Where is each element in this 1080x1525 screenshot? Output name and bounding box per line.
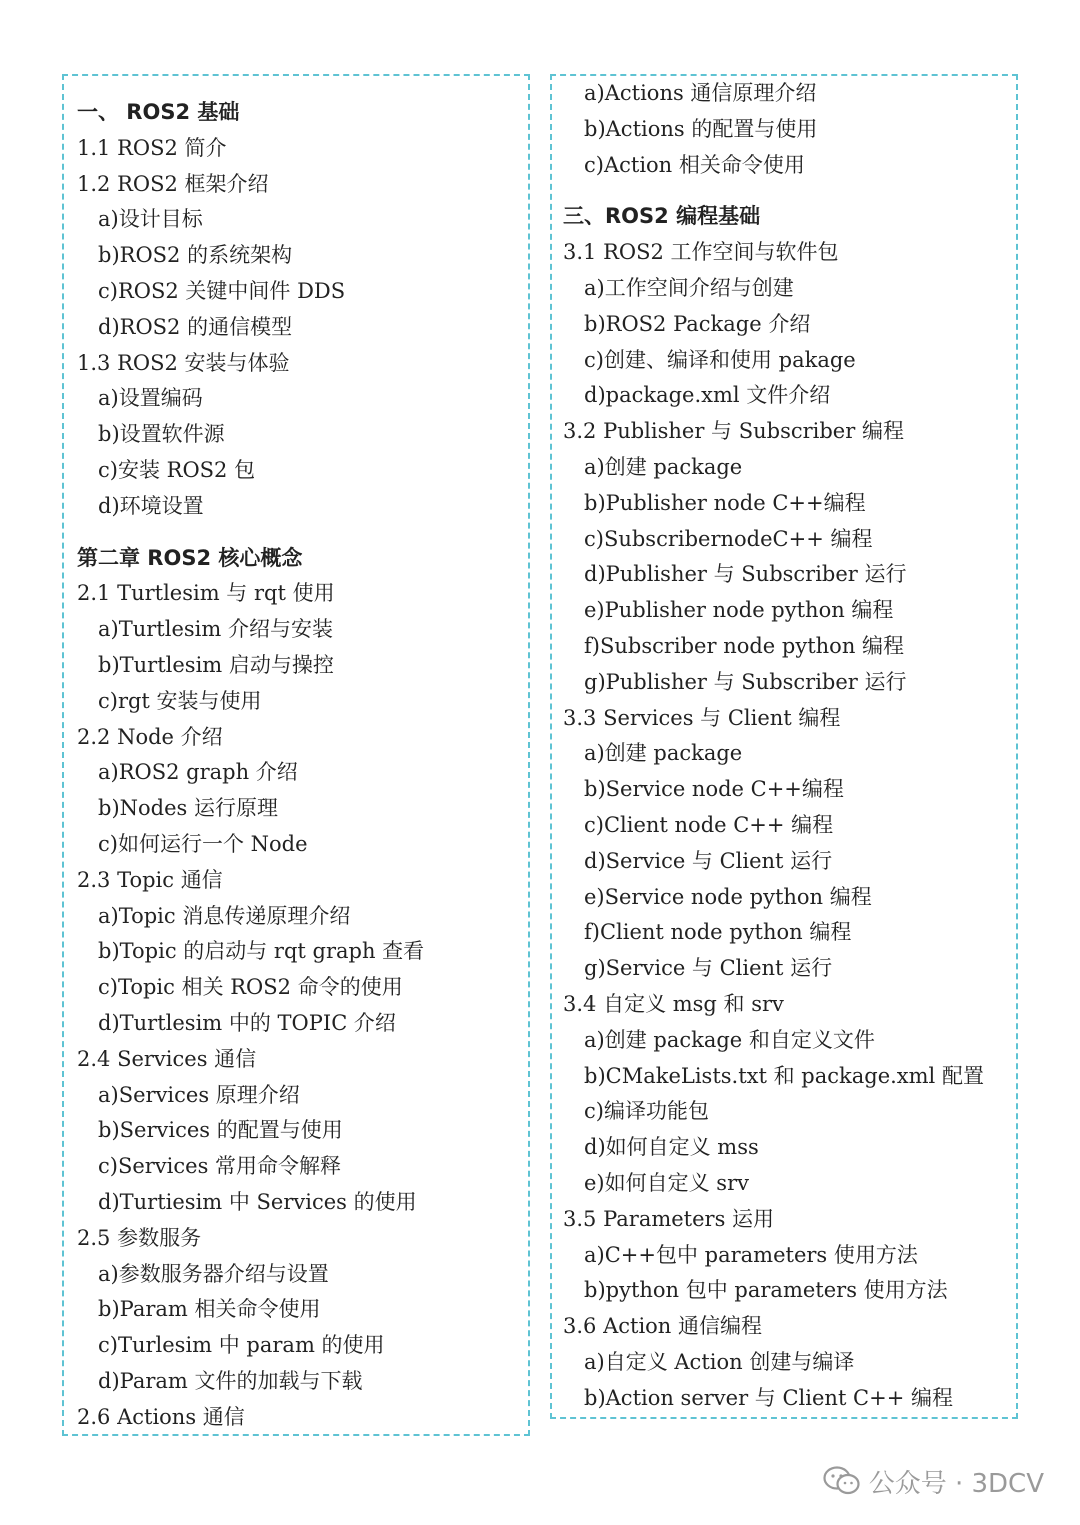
subsection-item: a)ROS2 graph 介绍 (98, 760, 298, 785)
subsection-item: f)Client node python 编程 (584, 920, 852, 945)
subsection-item: a)设置编码 (98, 386, 203, 411)
subsection-item: b)Services 的配置与使用 (98, 1118, 343, 1143)
subsection-item: b)Service node C++编程 (584, 777, 844, 802)
toc-right-column (550, 74, 1018, 1419)
subsection-item: b)python 包中 parameters 使用方法 (584, 1278, 948, 1303)
subsection-item: a)创建 package (584, 741, 743, 766)
subsection-item: g)Service 与 Client 运行 (584, 956, 833, 981)
subsection-item: c)Services 常用命令解释 (98, 1154, 342, 1179)
subsection-item: d)Turtlesim 中的 TOPIC 介绍 (98, 1010, 396, 1035)
subsection-item: b)Nodes 运行原理 (98, 796, 278, 821)
section-title: 3.2 Publisher 与 Subscriber 编程 (563, 419, 904, 444)
subsection-item: c)编译功能包 (584, 1099, 709, 1124)
watermark (823, 1459, 1044, 1503)
chapter-heading: 一、 ROS2 基础 (77, 100, 240, 124)
subsection-item: d)ROS2 的通信模型 (98, 314, 293, 339)
subsection-item: c)SubscribernodeC++ 编程 (584, 526, 873, 551)
subsection-item: b)Topic 的启动与 rqt graph 查看 (98, 939, 425, 964)
section-title: 2.5 参数服务 (77, 1225, 202, 1250)
subsection-item: a)创建 package 和自定义文件 (584, 1027, 875, 1052)
subsection-item: a)Services 原理介绍 (98, 1082, 300, 1107)
chapter-heading: 三、ROS2 编程基础 (563, 204, 761, 229)
subsection-item: d)package.xml 文件介绍 (584, 383, 831, 408)
subsection-item: c)安装 ROS2 包 (98, 457, 256, 482)
section-title: 1.1 ROS2 简介 (77, 135, 227, 160)
section-spacer (77, 525, 528, 541)
subsection-item: b)ROS2 Package 介绍 (584, 311, 811, 336)
section-title: 3.3 Services 与 Client 编程 (563, 705, 841, 730)
subsection-item: c)ROS2 关键中间件 DDS (98, 278, 346, 303)
section-title: 2.3 Topic 通信 (77, 867, 223, 892)
section-title: 3.5 Parameters 运用 (563, 1206, 775, 1231)
subsection-item: c)Topic 相关 ROS2 命令的使用 (98, 975, 403, 1000)
subsection-item: c)Client node C++ 编程 (584, 812, 834, 837)
subsection-item: b)ROS2 的系统架构 (98, 243, 293, 268)
subsection-item: a)Topic 消息传递原理介绍 (98, 903, 351, 928)
chapter-heading: 第二章 ROS2 核心概念 (77, 545, 303, 570)
subsection-item: a)参数服务器介绍与设置 (98, 1261, 329, 1286)
subsection-item: e)如何自定义 srv (584, 1170, 749, 1195)
subsection-item: c)Action 相关命令使用 (584, 152, 805, 177)
subsection-item: b)Action server 与 Client C++ 编程 (584, 1385, 953, 1410)
subsection-item: a)创建 package (584, 454, 743, 479)
section-title: 2.1 Turtlesim 与 rqt 使用 (77, 581, 335, 606)
section-title: 2.2 Node 介绍 (77, 724, 223, 749)
section-title: 3.1 ROS2 工作空间与软件包 (563, 240, 839, 265)
subsection-item: d)Param 文件的加载与下载 (98, 1368, 363, 1393)
toc-left-column (62, 74, 530, 1436)
wechat-icon (823, 1465, 861, 1497)
subsection-item: e)Service node python 编程 (584, 884, 872, 909)
subsection-item: b)Publisher node C++编程 (584, 490, 866, 515)
subsection-item: d)环境设置 (98, 493, 204, 518)
section-title: 1.2 ROS2 框架介绍 (77, 171, 269, 196)
section-title: 3.4 自定义 msg 和 srv (563, 991, 784, 1016)
subsection-item: b)Param 相关命令使用 (98, 1297, 321, 1322)
subsection-item: d)如何自定义 mss (584, 1135, 759, 1160)
subsection-item: b)设置软件源 (98, 422, 225, 447)
section-spacer (563, 183, 1016, 199)
subsection-item: c)如何运行一个 Node (98, 831, 308, 856)
subsection-item: a)Turtlesim 介绍与安装 (98, 617, 333, 642)
section-title: 1.3 ROS2 安装与体验 (77, 350, 290, 375)
subsection-item: d)Service 与 Client 运行 (584, 848, 833, 873)
subsection-item: a)Actions 通信原理介绍 (584, 81, 817, 105)
subsection-item: b)Actions 的配置与使用 (584, 116, 818, 141)
subsection-item: c)Turlesim 中 param 的使用 (98, 1333, 385, 1358)
subsection-item: b)Turtlesim 启动与操控 (98, 652, 334, 677)
subsection-item: d)Publisher 与 Subscriber 运行 (584, 562, 907, 587)
subsection-item: f)Subscriber node python 编程 (584, 633, 905, 658)
watermark-text: 公众号 · 3DCV (868, 1468, 1044, 1499)
subsection-item: a)设计目标 (98, 207, 203, 232)
section-title: 3.6 Action 通信编程 (563, 1314, 762, 1339)
subsection-item: c)创建、编译和使用 pakage (584, 347, 856, 372)
subsection-item: a)自定义 Action 创建与编译 (584, 1349, 855, 1374)
subsection-item: g)Publisher 与 Subscriber 运行 (584, 669, 907, 694)
subsection-item: d)Turtiesim 中 Services 的使用 (98, 1189, 417, 1214)
subsection-item: a)C++包中 parameters 使用方法 (584, 1242, 918, 1267)
section-title: 2.4 Services 通信 (77, 1046, 257, 1071)
section-title: 2.6 Actions 通信 (77, 1404, 245, 1429)
subsection-item: b)CMakeLists.txt 和 package.xml 配置 (584, 1063, 984, 1088)
subsection-item: a)工作空间介绍与创建 (584, 275, 794, 300)
subsection-item: e)Publisher node python 编程 (584, 598, 894, 623)
subsection-item: c)rgt 安装与使用 (98, 688, 262, 713)
